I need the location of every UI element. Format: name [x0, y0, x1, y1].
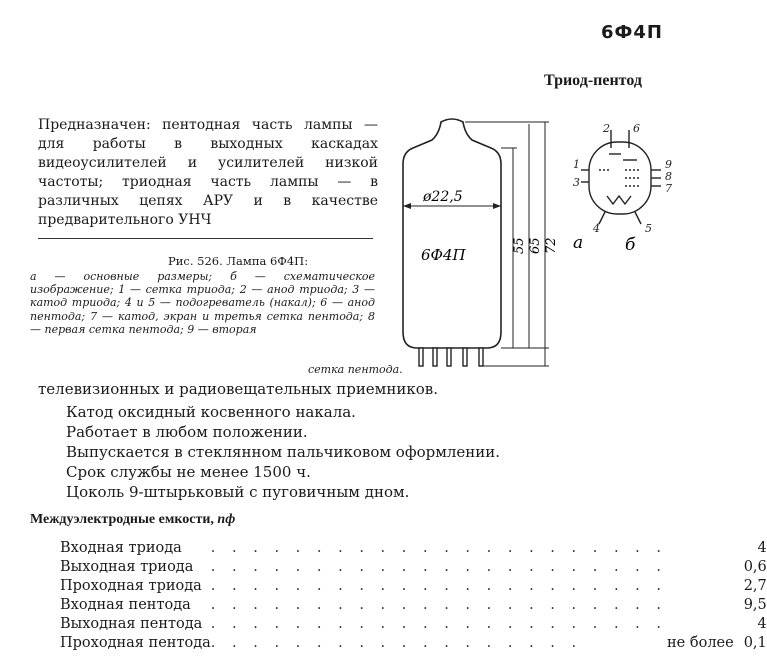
row-label: Выходная пентода [60, 616, 203, 632]
pin-5-label: 5 [645, 222, 652, 235]
pin-8-label: 8 [665, 170, 672, 183]
row-value: не более 0,1 [667, 635, 767, 651]
figure-caption-end: сетка пентода. [308, 363, 403, 376]
leader-dots: . . . . . . . . . . . . . . . . . . . . . . [210, 597, 667, 613]
label-b: б [625, 235, 636, 255]
purpose-paragraph: Предназначен: пентодная часть лампы — для работы в выходных каскадах видеоусилителей и усилителей низкой частоты; триодная часть лампы — в различных цепях АРУ и в качестве предварительного УНЧ [38, 117, 378, 228]
row-label: Выходная триода [60, 559, 194, 575]
capacitances-table [60, 540, 767, 654]
tube-schematic-symbol [581, 130, 661, 224]
pin-6-label: 6 [633, 122, 640, 135]
tube-pins [419, 348, 483, 366]
dim-72-label: 72 [544, 237, 559, 254]
body-line-lifetime: Срок службы не менее 1500 ч. [66, 463, 311, 481]
table-row [60, 578, 767, 597]
diameter-label: ø22,5 [423, 189, 463, 205]
pin-7-label: 7 [665, 182, 672, 195]
body-line-base: Цоколь 9-штырьковый с пуговичным дном. [66, 483, 410, 501]
table-row [60, 559, 767, 578]
pin-9-label: 9 [665, 158, 672, 171]
leader-dots: . . . . . . . . . . . . . . . . . . . . . . [210, 540, 667, 556]
body-first-line: телевизионных и радиовещательных приемников. [38, 380, 438, 398]
dim-55-label: 55 [512, 237, 527, 254]
pin-4-label: 4 [593, 222, 600, 235]
tube-code: 6Ф4П [601, 22, 663, 43]
pin-2-label: 2 [603, 122, 610, 135]
leader-dots: . . . . . . . . . . . . . . . . . . . . . . [210, 578, 667, 594]
capacitances-title [30, 512, 235, 528]
leader-dots: . . . . . . . . . . . . . . . . . . . . . . [210, 559, 667, 575]
row-label: Входная триода [60, 540, 182, 556]
row-label: Проходная триода [60, 578, 202, 594]
figure-caption-title: Рис. 526. Лампа 6Ф4П: [168, 254, 309, 268]
body-line-cathode: Катод оксидный косвенного накала. [66, 403, 356, 421]
table-row [60, 616, 767, 635]
capacitances-unit: пф [217, 512, 236, 527]
row-label: Входная пентода [60, 597, 191, 613]
bulb-label: 6Ф4П [421, 246, 466, 264]
figure-caption-body: а — основные размеры; б — схематическое изображение; 1 — сетка триода; 2 — анод триода; 3 — катод триода; 4 и 5 — подогреватель (накал); 6 — анод пентода; 7 — катод, экран и третья сетка пентода; 8 — первая сетка пентода; 9 — вторая [30, 270, 375, 336]
table-row [60, 635, 767, 654]
label-a: а [573, 233, 584, 253]
table-row [60, 597, 767, 616]
row-value: 4 [757, 540, 767, 556]
pin-1-label: 1 [573, 158, 580, 171]
tube-dimension-drawing [395, 112, 695, 380]
body-line-position: Работает в любом положении. [66, 423, 308, 441]
body-line-form: Выпускается в стеклянном пальчиковом оформлении. [66, 443, 501, 461]
dim-65-label: 65 [528, 237, 543, 254]
row-value: 0,6 [743, 559, 767, 575]
body-lines [66, 402, 500, 502]
leader-dots: . . . . . . . . . . . . . . . . . . . . . . [210, 616, 667, 632]
row-value: 4 [757, 616, 767, 632]
row-value: 9,5 [743, 597, 767, 613]
divider-rule [38, 238, 373, 239]
row-value: 2,7 [743, 578, 767, 594]
row-label: Проходная пентода [60, 635, 211, 651]
tube-type-title: Триод-пентод [544, 72, 642, 89]
pin-3-label: 3 [573, 176, 580, 189]
capacitances-title-text: Междуэлектродные емкости, [30, 512, 214, 527]
table-row [60, 540, 767, 559]
tube-bulb-outline [403, 119, 501, 348]
leader-dots: . . . . . . . . . . . . . . . . . . [210, 635, 583, 651]
row-qualifier: не более [667, 635, 734, 651]
